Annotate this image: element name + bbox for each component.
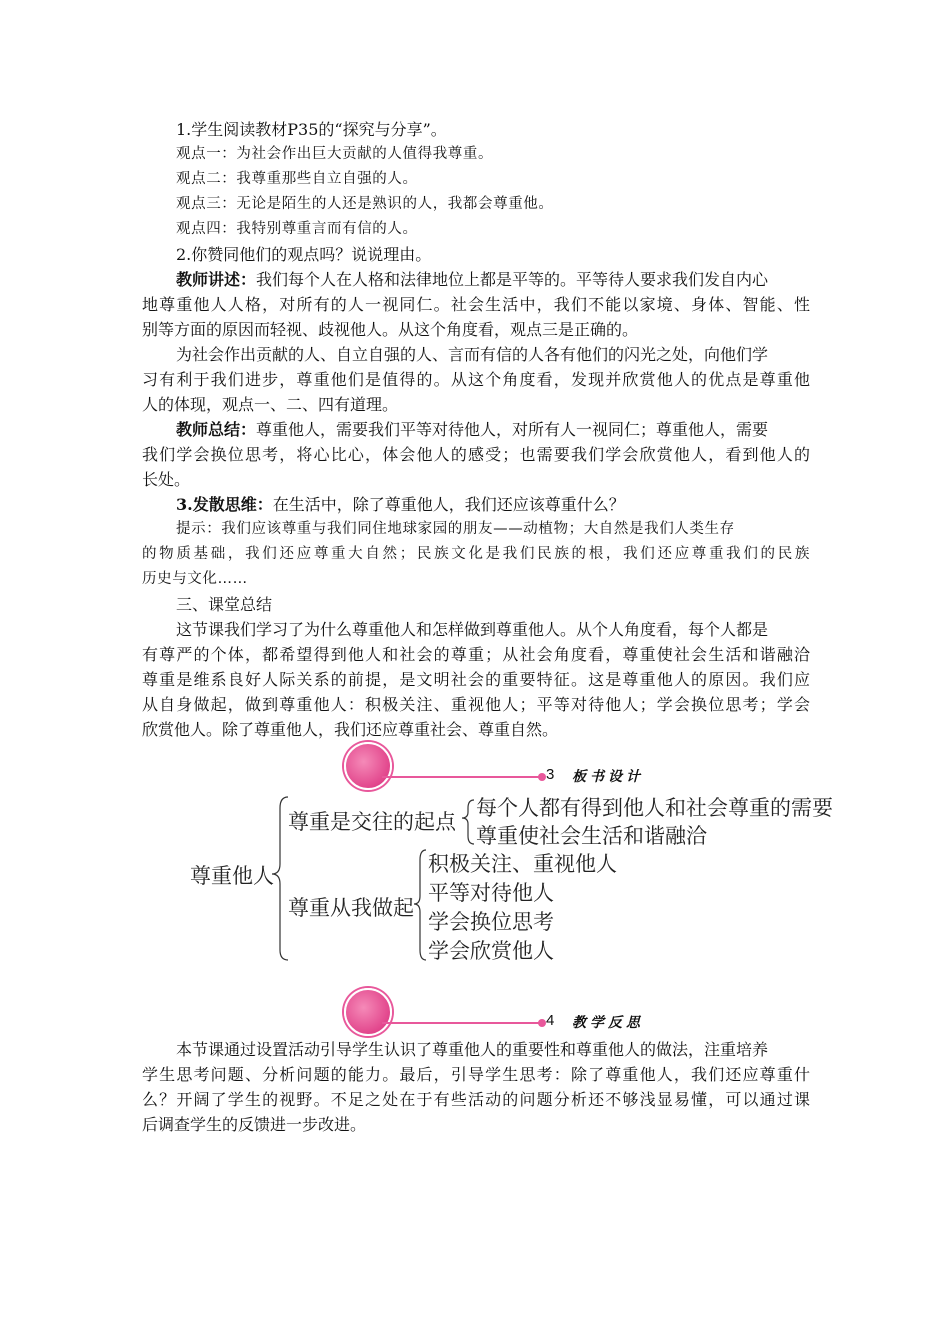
hint-line-2: 的物质基础，我们还应尊重大自然；民族文化是我们民族的根，我们还应尊重我们的民族 xyxy=(142,546,810,562)
teacher-sum-line-3: 长处。 xyxy=(142,470,191,489)
para2-line-3: 人的体现，观点一、二、四有道理。 xyxy=(142,395,399,414)
board-branch-1: 尊重是交往的起点 xyxy=(288,810,456,834)
view-4: 观点四：我特别尊重言而有信的人。 xyxy=(176,221,418,237)
board-branch-2: 尊重从我做起 xyxy=(288,896,414,920)
summary-heading: 三、课堂总结 xyxy=(176,595,273,614)
reflection-line-1: 本节课通过设置活动引导学生认识了尊重他人的重要性和尊重他人的做法，注重培养 xyxy=(176,1040,769,1059)
teacher-say-label: 教师讲述： xyxy=(176,270,257,289)
reflection-line-3: 么？开阔了学生的视野。不足之处在于有些活动的问题分析还不够浅显易懂，可以通过课 xyxy=(142,1090,810,1109)
section-circle-icon xyxy=(344,988,392,1036)
diverge-text: 在生活中，除了尊重他人，我们还应该尊重什么？ xyxy=(272,495,625,514)
summary-line-5: 欣赏他人。除了尊重他人，我们还应尊重社会、尊重自然。 xyxy=(142,720,559,739)
section-title: 板书设计 xyxy=(572,769,644,785)
teacher-say-text: 我们每个人在人格和法律地位上都是平等的。平等待人要求我们发自内心 xyxy=(256,270,769,289)
activity-intro: 1.学生阅读教材P35的“探究与分享”。 xyxy=(176,120,447,139)
board-root: 尊重他人 xyxy=(190,864,274,888)
reflection-line-4: 后调查学生的反馈进一步改进。 xyxy=(142,1115,367,1134)
summary-line-1: 这节课我们学习了为什么尊重他人和怎样做到尊重他人。从个人角度看，每个人都是 xyxy=(176,620,769,639)
board-branch-1-item-2: 尊重使社会生活和谐融洽 xyxy=(476,824,707,848)
branch1-brace xyxy=(462,800,474,844)
board-branch-2-item-3: 学会换位思考 xyxy=(428,910,554,934)
teacher-say-line-2: 地尊重他人人格，对所有的人一视同仁。社会生活中，我们不能以家境、身体、智能、性 xyxy=(142,295,810,314)
section-number: 4 xyxy=(546,1012,555,1029)
teacher-sum-line-2: 我们学会换位思考，将心比心，体会他人的感受；也需要我们学会欣赏他人，看到他人的 xyxy=(142,445,810,464)
diverge-label: 3.发散思维： xyxy=(176,495,273,514)
view-1: 观点一：为社会作出巨大贡献的人值得我尊重。 xyxy=(176,146,494,162)
para2-line-2: 习有利于我们进步，尊重他们是值得的。从这个角度看，发现并欣赏他人的优点是尊重他 xyxy=(142,370,810,389)
section-title: 教学反思 xyxy=(572,1015,644,1031)
para2-line-1: 为社会作出贡献的人、自立自强的人、言而有信的人各有他们的闪光之处，向他们学 xyxy=(176,345,769,364)
view-3: 观点三：无论是陌生的人还是熟识的人，我都会尊重他。 xyxy=(176,196,554,212)
hint-line-1: 提示：我们应该尊重与我们同住地球家园的朋友——动植物；大自然是我们人类生存 xyxy=(176,521,735,537)
board-branch-1-item-1: 每个人都有得到他人和社会尊重的需要 xyxy=(476,796,833,820)
summary-line-3: 尊重是维系良好人际关系的前提，是文明社会的重要特征。这是尊重他人的原因。我们应 xyxy=(142,670,810,689)
root-brace xyxy=(272,797,288,960)
board-branch-2-item-2: 平等对待他人 xyxy=(428,881,554,905)
section-number: 3 xyxy=(546,766,555,783)
question: 2.你赞同他们的观点吗？说说理由。 xyxy=(176,245,432,264)
teacher-sum-text: 尊重他人，需要我们平等对待他人，对所有人一视同仁；尊重他人，需要 xyxy=(256,420,769,439)
section-rule xyxy=(382,1022,542,1024)
branch2-brace xyxy=(414,850,426,960)
board-branch-2-item-1: 积极关注、重视他人 xyxy=(428,852,617,876)
view-2: 观点二：我尊重那些自立自强的人。 xyxy=(176,171,418,187)
section-dot-icon xyxy=(538,1019,546,1027)
reflection-line-2: 学生思考问题、分析问题的能力。最后，引导学生思考：除了尊重他人，我们还应尊重什 xyxy=(142,1065,810,1084)
summary-line-2: 有尊严的个体，都希望得到他人和社会的尊重；从社会角度看，尊重使社会生活和谐融洽 xyxy=(142,645,810,664)
section-4-header xyxy=(340,988,670,1038)
teacher-say-line-3: 别等方面的原因而轻视、歧视他人。从这个角度看，观点三是正确的。 xyxy=(142,320,639,339)
hint-line-3: 历史与文化…… xyxy=(142,571,248,587)
summary-line-4: 从自身做起，做到尊重他人：积极关注、重视他人；平等对待他人；学会换位思考；学会 xyxy=(142,695,810,714)
teacher-sum-label: 教师总结： xyxy=(176,420,257,439)
board-branch-2-item-4: 学会欣赏他人 xyxy=(428,939,554,963)
